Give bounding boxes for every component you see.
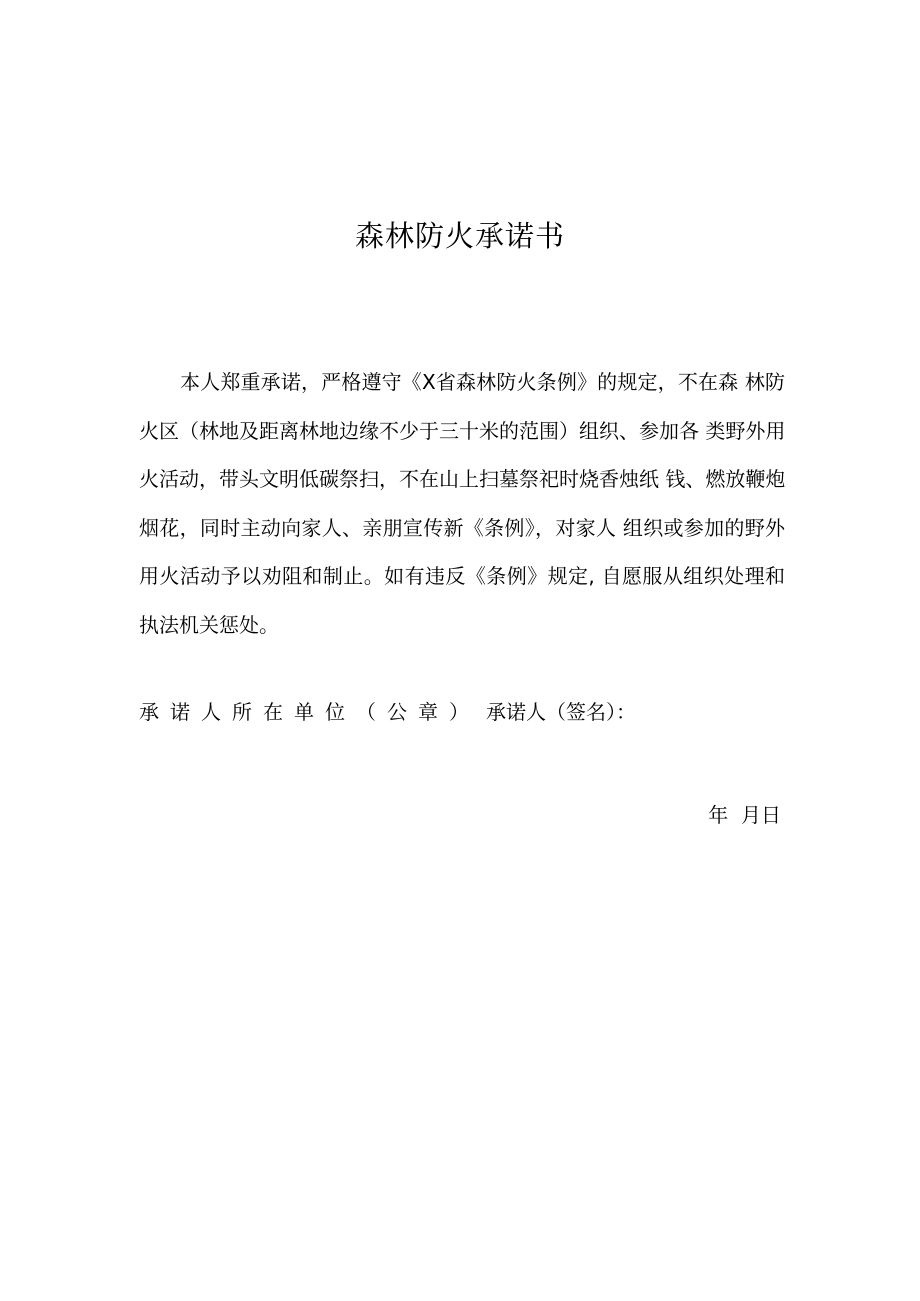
document-title: 森林防火承诺书 — [354, 219, 565, 253]
signature-line — [139, 692, 636, 732]
signature-person-label: 承诺人（签名）： — [486, 700, 636, 724]
paragraph-line-5: 用火活动予以劝阻和制止。如有违反《条例》规定, 自愿服从组织处理和 — [139, 564, 785, 589]
paragraph-line-6: 执法机关惩处。 — [139, 612, 279, 637]
pledge-paragraph — [139, 358, 785, 650]
paragraph-line-4: 烟花，同时主动向家人、亲朋宣传新《条例》，对家人 组织或参加的野外 — [139, 515, 785, 540]
paragraph-line-1: 本人郑重承诺，严格遵守《X省森林防火条例》的规定，不在森 林防 — [180, 370, 785, 394]
paragraph-line-3: 火活动，带头文明低碳祭扫，不在山上扫墓祭祀时烧香烛纸 钱、燃放鞭炮 — [139, 467, 786, 492]
date-label: 年 月日 — [708, 803, 781, 827]
signature-unit-label: 承诺人所在单位（公章） — [139, 700, 480, 724]
paragraph-line-2: 火区（林地及距离林地边缘不少于三十米的范围）组织、参加各 类野外用 — [139, 418, 786, 443]
